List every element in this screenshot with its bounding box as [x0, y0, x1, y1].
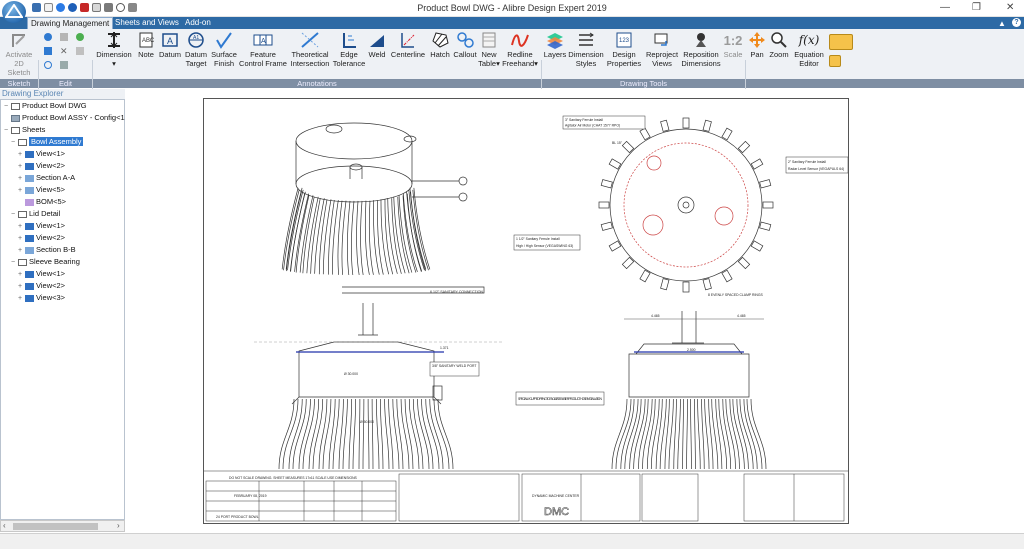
dimension-icon — [104, 31, 124, 49]
align-icon[interactable] — [60, 61, 68, 69]
reproject-views-icon — [652, 31, 672, 49]
datum-button[interactable]: A1 Datum Target — [182, 31, 210, 68]
pipe — [687, 399, 688, 469]
pipe — [705, 399, 709, 469]
sheet-icon — [18, 139, 27, 146]
top-port — [640, 128, 650, 140]
pipe — [719, 399, 727, 469]
svg-text:Agitator Air Motor (CHAT 1577: Agitator Air Motor (CHAT 1577 RPO) — [565, 123, 621, 128]
side-view-notes — [516, 314, 746, 405]
new-table-button[interactable]: New Table▾ — [478, 31, 500, 68]
centerline-button[interactable]: Centerline — [388, 31, 428, 59]
tree-node-view[interactable]: + View<1> — [18, 269, 66, 278]
pipe — [339, 399, 343, 469]
top-view-bowl — [599, 118, 773, 292]
callout-button[interactable]: Callout — [452, 31, 478, 59]
pan-button[interactable]: Pan — [747, 31, 767, 59]
top-port — [601, 222, 612, 230]
pipe — [353, 399, 356, 469]
reposition-dimensions-button[interactable]: Reposition Dimensions — [680, 31, 722, 68]
note-icon — [136, 31, 156, 49]
svg-text:Radar Level Sensor (VEGAPULS 6: Radar Level Sensor (VEGAPULS 64) — [788, 167, 845, 171]
status-bar — [0, 533, 1024, 549]
tree-node-view[interactable]: + View<3> — [18, 293, 66, 302]
datum-target-icon — [186, 31, 206, 49]
alibre-logo[interactable] — [2, 1, 26, 23]
svg-text:A: A — [167, 36, 174, 46]
tree-node-view[interactable]: + View<5> — [18, 185, 66, 194]
tab-add-on[interactable]: Add-on — [185, 18, 211, 27]
pipe — [683, 399, 684, 469]
dimension-styles-icon — [576, 31, 596, 49]
scroll-right-arrow-icon[interactable]: › — [117, 521, 120, 530]
pipe — [279, 399, 294, 469]
pipe — [405, 399, 413, 469]
isometric-bowl-view — [282, 123, 484, 293]
bom-icon — [25, 199, 34, 206]
zoom-magnifier-icon — [769, 31, 789, 49]
group-label-edit: Edit — [39, 79, 92, 88]
pipe — [372, 399, 373, 469]
view-icon — [25, 151, 34, 158]
top-port — [751, 241, 763, 251]
surface-finish-button[interactable]: Surface Finish — [210, 31, 238, 68]
pipe — [698, 399, 701, 469]
delete-icon[interactable]: ✕ — [60, 46, 68, 56]
iso-pipe — [347, 201, 350, 275]
svg-text:4.465: 4.465 — [651, 314, 660, 318]
design-properties-icon — [614, 31, 634, 49]
note-sanitary-connection: 6 1/2" SANITARY CONNECTION — [430, 290, 483, 294]
svg-text:Ø 30.000: Ø 30.000 — [344, 372, 358, 376]
top-view-notes — [514, 116, 848, 297]
iso-pipe — [369, 201, 373, 275]
pipe — [380, 399, 383, 469]
pipe — [723, 399, 731, 469]
svg-text:BL 15": BL 15" — [612, 141, 622, 145]
note-button[interactable]: ABC Note — [135, 31, 157, 59]
pan-icon — [747, 31, 767, 49]
pipe — [329, 399, 335, 469]
properties-icon[interactable] — [76, 47, 84, 55]
top-port — [683, 282, 689, 292]
pipe — [333, 399, 339, 469]
iso-pipe — [307, 197, 318, 273]
new-table-icon — [479, 31, 499, 49]
iso-pipe — [357, 201, 360, 275]
tree-node-bom[interactable]: BOM<5> — [25, 197, 66, 207]
top-port — [599, 202, 609, 208]
pipe — [376, 399, 379, 469]
iso-pipe — [329, 200, 335, 275]
copy-icon[interactable] — [60, 33, 68, 41]
activate-2d-sketch-button[interactable]: Activate 2D Sketch — [2, 31, 36, 77]
iso-pipe — [333, 200, 339, 275]
tree-node-assembly-ref[interactable]: Product Bowl ASSY - Config<1 — [11, 113, 125, 123]
view-icon — [25, 295, 34, 302]
weld-icon — [367, 31, 387, 49]
help-button[interactable]: ? — [1012, 18, 1021, 27]
pipe — [647, 399, 655, 469]
pipe — [674, 399, 677, 469]
top-port — [760, 180, 771, 188]
pipe — [716, 399, 722, 469]
pipe — [397, 399, 403, 469]
dimension-button[interactable]: Dimension ▾ — [94, 31, 134, 68]
top-port — [703, 279, 711, 290]
iso-pipe — [338, 201, 342, 275]
svg-text:DO NOT SCALE DRAWING. SHEET ME: DO NOT SCALE DRAWING. SHEET MEASURES 17x11 SCALE USE DIMENSIONS — [229, 476, 357, 480]
design-properties-button[interactable]: 123 Design Properties — [604, 31, 644, 68]
title-block-text — [216, 476, 580, 519]
section-view-icon — [25, 247, 34, 254]
move-icon[interactable] — [44, 47, 52, 55]
redline-freehand-button[interactable]: Redline Freehand▾ — [500, 31, 540, 68]
pipe — [702, 399, 705, 469]
tab-sheets-and-views[interactable]: Sheets and Views — [115, 18, 179, 27]
svg-text:4.465: 4.465 — [737, 314, 746, 318]
pipe — [323, 399, 331, 469]
pipe — [751, 399, 766, 469]
view-icon — [25, 271, 34, 278]
svg-text:3" Sanitary Ferrule Install: 3" Sanitary Ferrule Install — [565, 118, 603, 122]
pipe — [747, 399, 762, 469]
iso-pipes — [282, 188, 430, 275]
scale-button[interactable]: 1:2 Scale — [723, 33, 743, 59]
addon-tool-2-icon[interactable] — [829, 55, 841, 67]
front-view-notes — [344, 346, 479, 424]
pipe — [612, 399, 627, 469]
iso-pipe — [351, 201, 354, 275]
top-port — [703, 120, 711, 131]
top-port — [722, 270, 732, 282]
view-icon — [25, 163, 34, 170]
top-port — [751, 159, 763, 169]
top-port — [722, 128, 732, 140]
pipe — [656, 399, 662, 469]
svg-text:2" Sanitary Ferrule Install: 2" Sanitary Ferrule Install — [788, 160, 826, 164]
iso-pipe — [365, 201, 369, 275]
svg-text:1.371: 1.371 — [440, 346, 449, 350]
pipe — [359, 399, 360, 469]
top-port — [738, 257, 749, 268]
reposition-dimensions-icon — [691, 31, 711, 49]
side-view-bowl — [612, 311, 766, 469]
pipe — [368, 399, 369, 469]
scale-icon: 1:2 — [723, 33, 743, 48]
drawing-explorer-header: Drawing Explorer — [0, 89, 125, 99]
redline-icon — [510, 31, 530, 49]
pipe — [625, 399, 638, 469]
pipe — [669, 399, 673, 469]
assembly-icon — [11, 115, 20, 122]
svg-text:A: A — [261, 38, 266, 45]
top-ports — [599, 118, 773, 292]
svg-text:DMC: DMC — [544, 506, 570, 518]
svg-text:123: 123 — [619, 38, 630, 44]
group-label-drawing-tools: Drawing Tools — [542, 79, 745, 88]
tree-node-view[interactable]: + View<2> — [18, 161, 66, 170]
top-port — [609, 159, 621, 169]
top-port — [763, 202, 773, 208]
scroll-thumb[interactable] — [13, 523, 98, 530]
svg-text:2.500: 2.500 — [687, 348, 696, 352]
svg-text:SPECIALLY CUPPED PIPING TO FAC: SPECIALLY CUPPED PIPING TO FACILITATE EASIER PRODUCT HOSE INSTALLATION — [518, 397, 602, 401]
pipe — [740, 399, 753, 469]
svg-text:DYNAMIC MACHINE CENTER: DYNAMIC MACHINE CENTER — [532, 494, 580, 498]
svg-text:High / High Sensor (VEGASWING: High / High Sensor (VEGASWING 63) — [516, 244, 574, 248]
view-icon — [25, 187, 34, 194]
datum-target-button[interactable]: A Datum — [157, 31, 183, 59]
top-port — [601, 180, 612, 188]
pipe — [616, 399, 631, 469]
svg-text:24 PORT PRODUCT BOWL: 24 PORT PRODUCT BOWL — [216, 515, 259, 519]
weld-button[interactable]: Weld — [366, 31, 388, 59]
iso-pipe — [361, 201, 364, 275]
tree-node-lid-detail[interactable]: − Lid Detail — [11, 209, 61, 218]
collapse-ribbon-icon[interactable]: ▲ — [998, 19, 1006, 28]
surface-finish-icon — [214, 31, 234, 49]
front-section-view — [254, 303, 504, 469]
pipe — [363, 399, 364, 469]
equation-editor-button[interactable]: f(x) Equation Editor — [791, 31, 827, 68]
tree-node-section[interactable]: + Section B-B — [18, 245, 76, 254]
top-port — [661, 279, 669, 290]
pipe — [349, 399, 352, 469]
svg-text:1 1/2" Sanitary Ferrule Instal: 1 1/2" Sanitary Ferrule Install — [516, 237, 560, 241]
drawing-icon — [11, 103, 20, 110]
edge-tolerance-icon — [339, 31, 359, 49]
iso-pipe — [388, 198, 398, 274]
layers-icon — [545, 31, 565, 49]
tree-node-bowl-assembly[interactable]: − Bowl Assembly — [11, 137, 82, 146]
drawing-explorer-tree[interactable] — [0, 99, 125, 520]
pipe — [289, 399, 302, 469]
group-label-annotations: Annotations — [93, 79, 541, 88]
tree-node-section[interactable]: + Section A-A — [18, 173, 76, 182]
pipe — [385, 399, 389, 469]
scroll-left-arrow-icon[interactable]: ‹ — [3, 521, 6, 530]
pipe — [665, 399, 669, 469]
top-port — [661, 120, 669, 131]
rotate-icon[interactable] — [44, 61, 52, 69]
top-port — [609, 241, 621, 251]
side-pipes — [612, 399, 766, 469]
pipe — [691, 399, 692, 469]
sheet-icon — [18, 259, 27, 266]
top-port — [622, 257, 633, 268]
view-icon — [25, 223, 34, 230]
svg-text:3/8" SANITARY WELD PORT: 3/8" SANITARY WELD PORT — [432, 364, 477, 368]
top-port — [640, 270, 650, 282]
feature-control-frame-icon — [253, 31, 273, 49]
folder-icon — [11, 127, 20, 134]
pipe — [621, 399, 634, 469]
group-label-view — [746, 79, 1024, 88]
pipe — [744, 399, 757, 469]
title-bar — [0, 0, 1024, 17]
pipe — [319, 399, 327, 469]
svg-text:ABC: ABC — [142, 38, 155, 44]
layers-button[interactable]: Layers — [542, 31, 568, 59]
hatch-button[interactable]: Hatch — [428, 31, 452, 59]
iso-pipe — [342, 201, 346, 275]
pipe — [651, 399, 659, 469]
pipe — [401, 399, 409, 469]
zoom-button[interactable]: Zoom — [767, 31, 791, 59]
tree-node-sleeve-bearing[interactable]: − Sleeve Bearing — [11, 257, 80, 266]
dimension-styles-button[interactable]: Dimension Styles — [568, 31, 604, 68]
drawing-sheet[interactable] — [203, 98, 849, 524]
view-icon — [25, 235, 34, 242]
hatch-icon — [430, 31, 450, 49]
edge-tolerance-button[interactable]: Edge Tolerance — [332, 31, 366, 68]
pipe — [695, 399, 696, 469]
sheet-icon — [18, 211, 27, 218]
pipe — [709, 399, 713, 469]
pipe — [438, 399, 453, 469]
tree-node-root[interactable]: − Product Bowl DWG — [4, 101, 87, 110]
reproject-views-button[interactable]: Reproject Views — [644, 31, 680, 68]
tree-node-view[interactable]: + View<2> — [18, 233, 66, 242]
section-view-icon — [25, 175, 34, 182]
datum-icon — [160, 31, 180, 49]
theoretical-intersection-button[interactable]: Theoretical Intersection — [288, 31, 332, 68]
tab-drawing-management[interactable]: Drawing Management — [27, 17, 113, 29]
drawing-graphics — [204, 99, 848, 523]
ribbon-tab-bar — [0, 17, 1024, 29]
explorer-horizontal-scrollbar[interactable] — [0, 520, 125, 532]
tree-node-sheets[interactable]: − Sheets — [4, 125, 46, 134]
tree-node-view[interactable]: + View<2> — [18, 281, 66, 290]
svg-text:Ø 50.000: Ø 50.000 — [360, 420, 374, 424]
front-pipes — [279, 399, 453, 469]
pipe — [389, 399, 393, 469]
select-icon[interactable] — [44, 33, 52, 41]
pipe — [393, 399, 399, 469]
pipe — [343, 399, 347, 469]
top-port — [760, 222, 771, 230]
activate-sketch-icon — [9, 31, 29, 49]
view-icon — [25, 283, 34, 290]
pipe — [430, 399, 443, 469]
top-port — [738, 141, 749, 152]
svg-text:FEBRUARY 08, 2019: FEBRUARY 08, 2019 — [234, 494, 267, 498]
addon-tool-icon[interactable] — [829, 34, 853, 50]
tree-node-view[interactable]: + View<1> — [18, 221, 66, 230]
theoretical-intersection-icon — [300, 31, 320, 49]
centerline-icon — [398, 31, 418, 49]
fx-icon: f(x) — [798, 33, 820, 47]
callout-icon — [455, 31, 475, 49]
paste-icon[interactable] — [76, 33, 84, 41]
group-label-sketch: Sketch — [0, 79, 38, 88]
window-title: Product Bowl DWG - Alibre Design Expert 2019 — [417, 3, 607, 13]
svg-text:A1: A1 — [193, 35, 200, 41]
svg-text:8 EVENLY SPACED CLAMP RINGS: 8 EVENLY SPACED CLAMP RINGS — [708, 293, 763, 297]
edit-tools — [42, 32, 92, 76]
pipe — [678, 399, 681, 469]
tree-node-view[interactable]: + View<1> — [18, 149, 66, 158]
minimize-button[interactable]: — — [940, 2, 950, 13]
top-port — [622, 141, 633, 152]
close-button[interactable]: ✕ — [1006, 2, 1015, 13]
top-port — [683, 118, 689, 128]
maximize-button[interactable]: ❐ — [972, 2, 981, 13]
feature-control-frame-button[interactable]: A Feature Control Frame — [238, 31, 288, 68]
